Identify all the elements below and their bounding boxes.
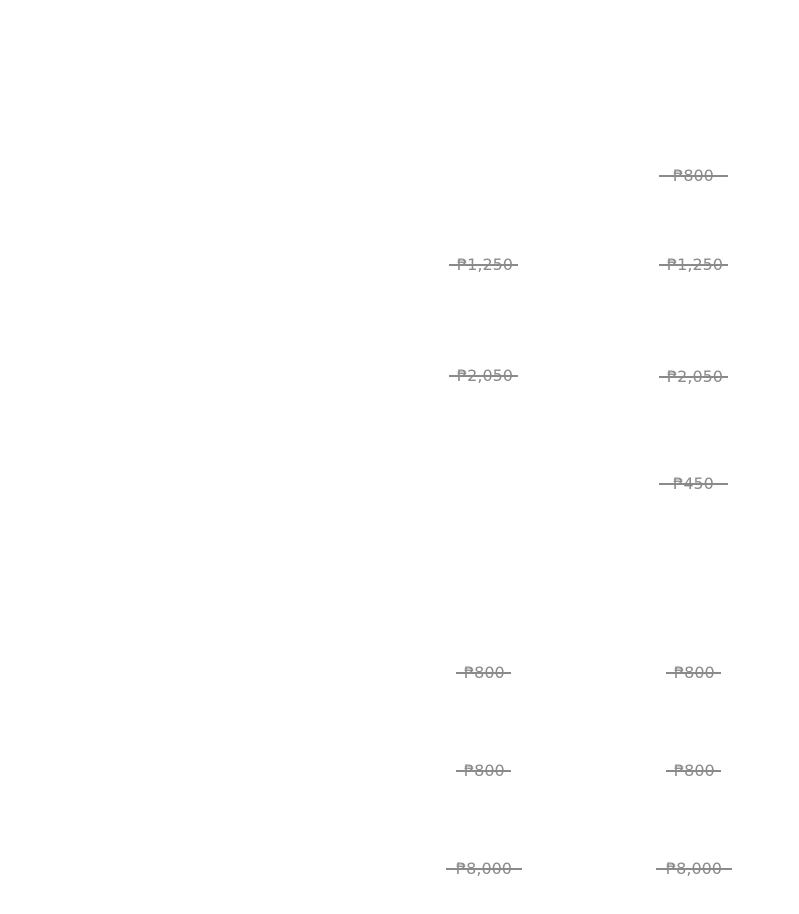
original-price-left-row3: ₱2,050 — [449, 366, 518, 386]
original-price-left-row6: ₱800 — [456, 761, 511, 781]
original-price-right-row7: ₱8,000 — [656, 859, 732, 879]
original-price-right-row3: ₱2,050 — [659, 367, 728, 387]
original-price-left-row5: ₱800 — [456, 663, 511, 683]
original-price-right-row1: ₱800 — [659, 166, 728, 186]
original-price-right-row4: ₱450 — [659, 474, 728, 494]
original-price-left-row7: ₱8,000 — [446, 859, 522, 879]
original-price-right-row5: ₱800 — [666, 663, 721, 683]
original-price-right-row6: ₱800 — [666, 761, 721, 781]
original-price-right-row2: ₱1,250 — [659, 255, 728, 275]
original-price-left-row2: ₱1,250 — [449, 255, 518, 275]
